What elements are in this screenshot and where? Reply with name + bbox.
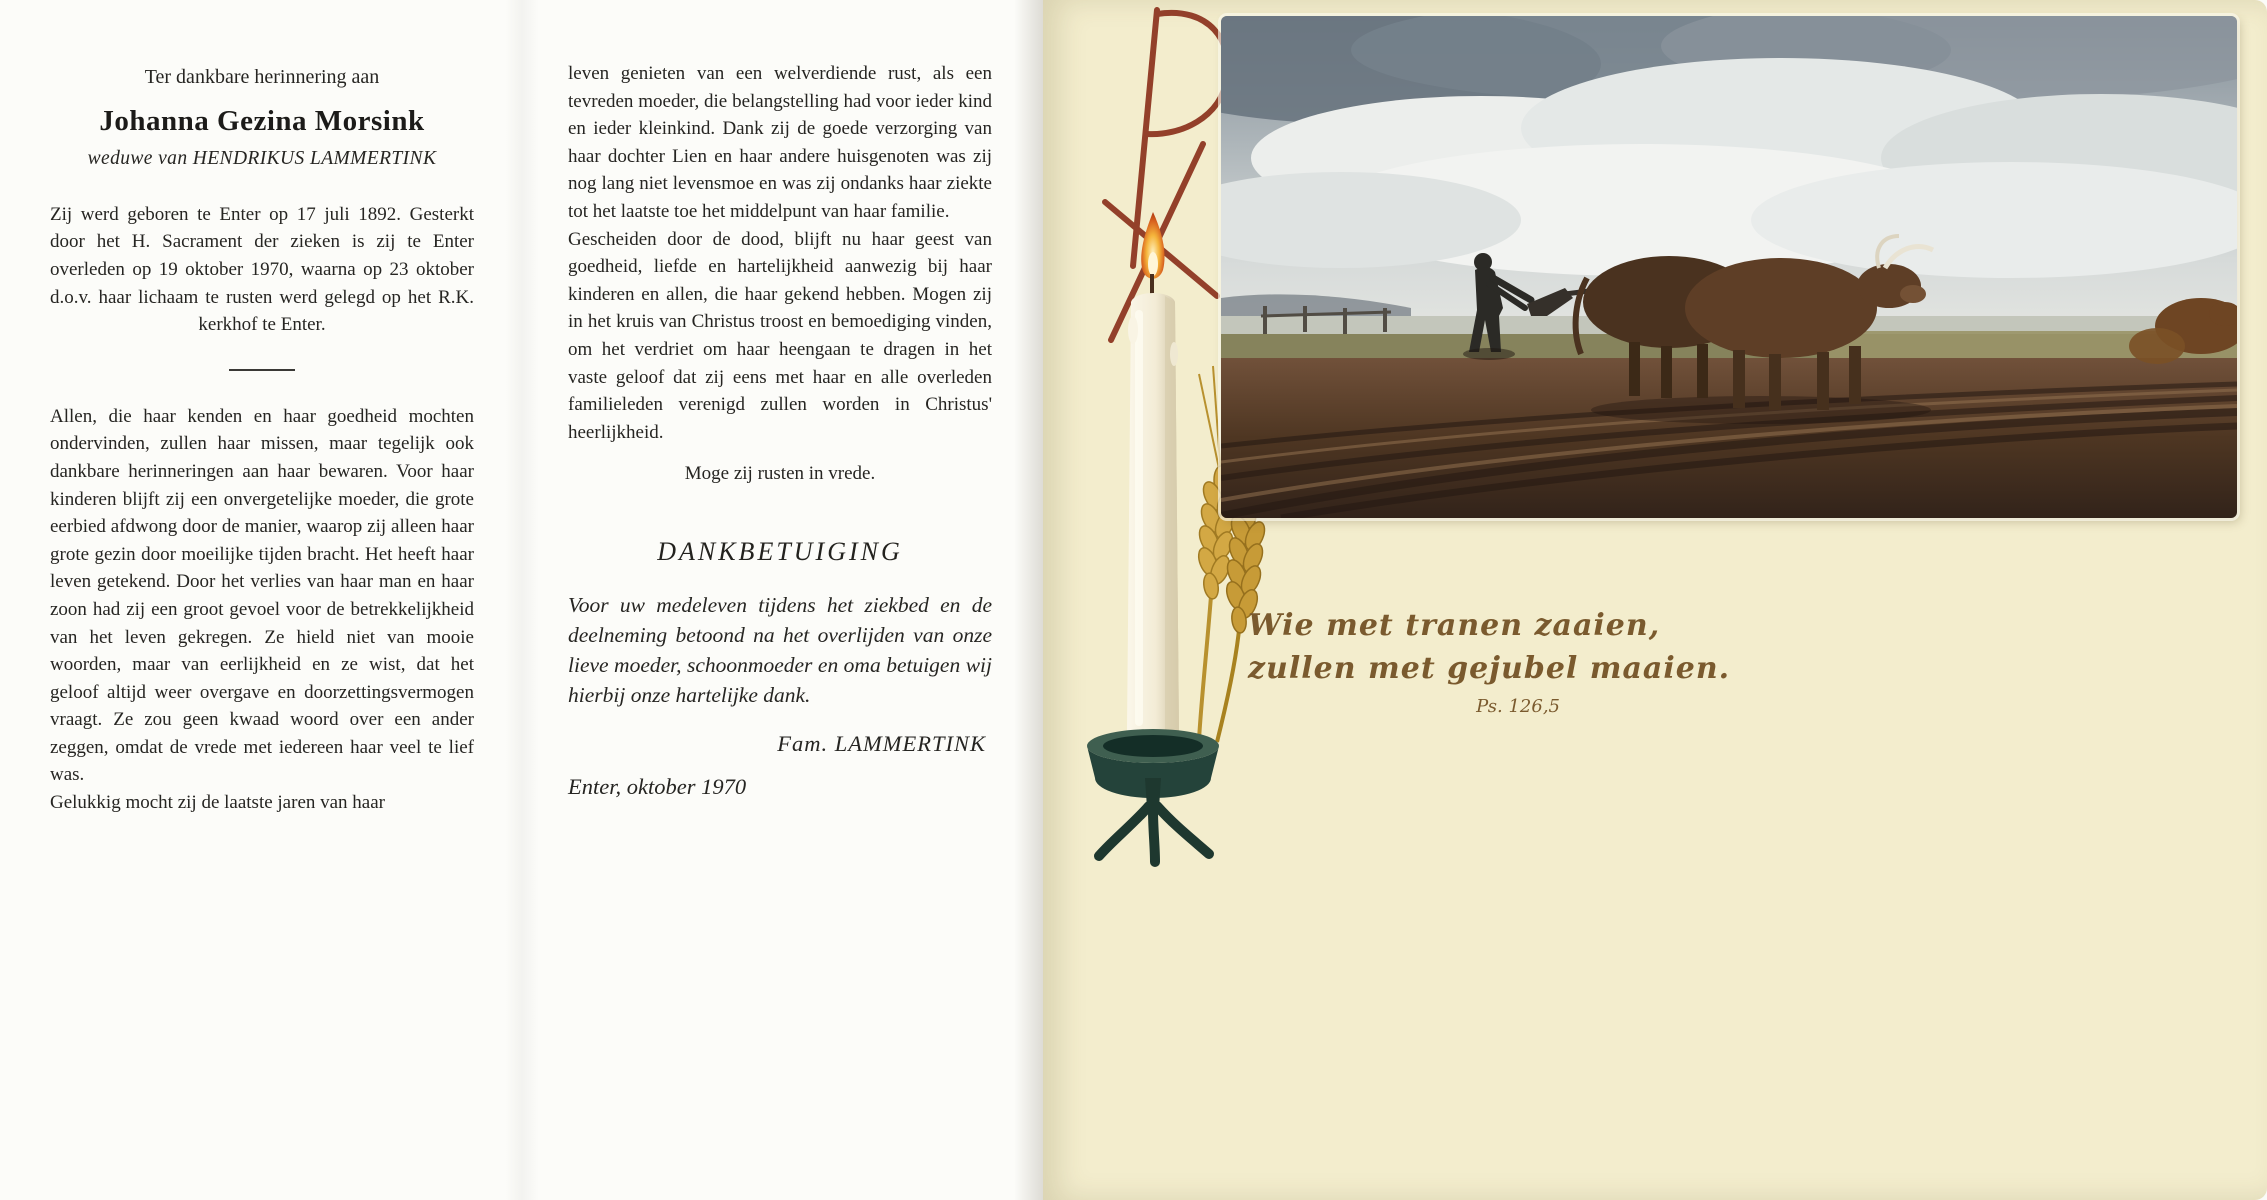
deceased-name: Johanna Gezina Morsink (99, 104, 425, 137)
verse-line-1: Wie met tranen zaaien, (1248, 608, 1661, 643)
acknowledgement-paragraph: Voor uw medeleven tijdens het ziekbed en de deelneming betoond na het overlijden van onze lieve moeder, schoonmoeder en oma betuigen wij hierbij onze hartelijke dank. (568, 592, 992, 707)
verse-reference: Ps. 126,5 (1476, 696, 1560, 717)
continuation-line: Gelukkig mocht zij de laatste jaren van haar (50, 792, 386, 814)
page-crease (505, 0, 539, 1200)
place-date-line: Enter, oktober 1970 (568, 774, 747, 800)
widow-line: weduwe van HENDRIKUS LAMMERTINK (87, 148, 437, 170)
rest-paragraph: leven genieten van een welverdiende rust, als een tevreden moeder, die belangstelling had voor ieder kind en ieder kleinkind. Dank zij de goede verzorging van haar dochter Lien en haar andere huisgenoten was zij nog lang niet levensmoe en was zij ondanks haar ziekte tot het laatste toe het middelpunt van haar familie. (568, 63, 992, 222)
verse-line-2: zullen met gejubel maaien. (1248, 651, 1731, 686)
family-signature: Fam. LAMMERTINK (777, 730, 986, 756)
rest-in-peace-line: Moge zij rusten in vrede. (684, 463, 876, 485)
verse-block (1248, 604, 1731, 717)
candle-holder (1087, 729, 1219, 862)
intro-line: Ter dankbare herinnering aan (144, 66, 380, 88)
plowing-photo (1221, 16, 2237, 518)
inner-text-spread (0, 0, 1043, 1200)
candle-body (1127, 293, 1179, 734)
fold-shadow (1014, 0, 1043, 1200)
birth-death-paragraph: Zij werd geboren te Enter op 17 juli 1892. Gesterkt door het H. Sacrament der zieken is zij te Enter overleden op 19 oktober 1970, waarna op 23 oktober d.o.v. haar lichaam te rusten werd gelegd op het R.K. kerkhof te Enter. (50, 203, 474, 336)
section-divider (229, 369, 295, 371)
text-column-right (568, 60, 992, 801)
text-column-left (50, 64, 474, 817)
candle-flame-icon (1141, 212, 1164, 302)
cover-panel (1043, 0, 2267, 1200)
acknowledgement-heading: DANKBETUIGING (657, 536, 903, 566)
farewell-paragraph: Gescheiden door de dood, blijft nu haar geest van goedheid, liefde en hartelijkheid aanwezig bij haar kinderen en allen, die haar gekend hebben. Mogen zij in het kruis van Christus troost en bemoediging vinden, om het verdriet om haar heengaan te dragen in het vaste geloof dat zij eens met haar en alle overleden familieleden verenigd zullen worden in Christus' heerlijkheid. (568, 228, 992, 443)
photo-field (1221, 358, 2237, 518)
memorial-paragraph: Allen, die haar kenden en haar goedheid mochten ondervinden, zullen haar missen, maar tegelijk ook dankbare herinneringen aan haar bewaren. Voor haar kinderen blijft zij een onvergetelijke moeder, die grote eerbied afdwong door de manier, waarop zij alleen haar grote gezin door moeilijke tijden bracht. Het heeft haar leven getekend. Door het verlies van haar man en haar zoon had zij een groot gevoel voor de betrekkelijkheid van het leven gekregen. Ze hield niet van mooie woorden, maar van eerlijkheid en ze wist, dat het geloof altijd weer overgave en doorzettingsvermogen vraagt. Ze zou geen kwaad woord over een ander zeggen, omdat de vrede met iedereen haar veel te lief was. (50, 405, 474, 786)
